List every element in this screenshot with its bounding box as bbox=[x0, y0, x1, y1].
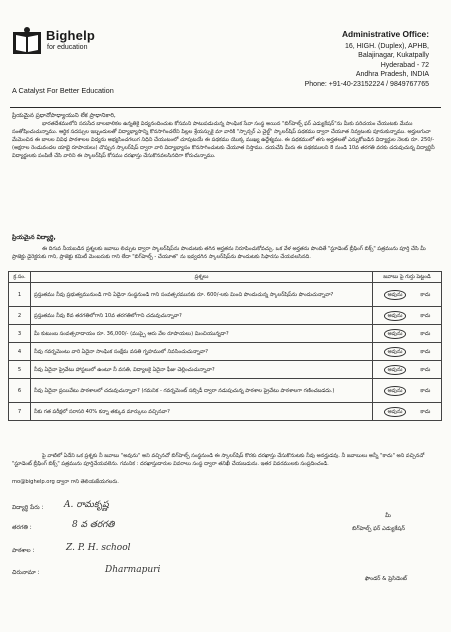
intro-paragraph: భారతదేశములోని సరుసేద బాలబాలికల ఉన్నతికై విద్యనందించుట కోసమని పాటుపడుచున్న సాంఘిక సేవా సంస్థ అయిన "బిగ్‌హెల్ప్ ఫర్ ఎడ్యుకేషన్"ను మీకు పరిచయం చేయుటకు మేము సంతోషించుచున్నాము. ఆర్థిక సదస్సుల ఇబ్బందులతో విద్యాభ్యాసాన్ని కొనసాగించలేని పిల్లల శ్రేయస్సుకై మా వారికి "స్పాన్సర్ ఎ చైల్డ్" స్కాలర్‌షిప్ పథకము ద్వారా చేయూత నివ్వటంకు పూనుకున్నాము. అర్హులగుచా మేమెంచిన ఈ బాలల వివిధ పాఠశాలల విద్యను అభ్యసించగలుగ నిధిని చేయుటంలో చూపుటయే ఈ పథకము యొక్క ముఖ్య ఉద్దేశ్యము. ఈ పథకములో తగు అర్హతలతో ఎన్నుకోబడిన విద్యార్థుల నెలకు రూ. 250/- (అక్షరాల రెండువందల యాభై రూపాయలు) చొప్పున స్కాలర్‌షిప్ ద్వారా వారి విద్యాభ్యాసం కొనసాగించుటకు చేయూత నిస్తాము. దయచేసి మీరు ఈ పథకములని 8 నుండి 10వ తరగతి వరకు చదువుచున్న విద్యార్థినీ విద్యార్థులకు పంపిణీ చేసి వారిని ఈ స్కాలర్‌షిప్ కోసము దరఖాస్తు చేసుకొనవలసినదిగా కోరుచున్నాము. bbox=[12, 121, 435, 160]
answer-cell bbox=[373, 403, 442, 421]
table-row bbox=[9, 343, 442, 361]
answer-cell bbox=[373, 379, 442, 403]
answer-no[interactable]: కాదు bbox=[420, 312, 431, 319]
answer-no[interactable]: కాదు bbox=[420, 330, 431, 337]
answer-cell bbox=[373, 325, 442, 343]
question-text: నీవు ఏదైనా ప్రైవేటు హాస్టలులో ఉంటూ నీ వసతి, విద్యాలకై ఏదైనా ఫీజు చెల్లించుచున్నావా? bbox=[31, 361, 373, 379]
answer-yes-circled[interactable]: అవును bbox=[384, 290, 407, 300]
office-title: Administrative Office: bbox=[341, 29, 429, 39]
answer-no[interactable]: కాదు bbox=[420, 366, 431, 373]
field-school bbox=[12, 547, 60, 555]
name-label: విద్యార్థి పేరు : bbox=[12, 505, 44, 511]
answer-no[interactable]: కాదు bbox=[420, 408, 431, 415]
question-text: నీవు ఏదైనా ప్రయివేటు పాఠశాలలో చదువుచున్నావా? (గమనిక - గవర్నమెంట్ సబ్సిడీ ద్వారా నడుపుచున్న పాఠశాల ప్రైవేటు పాఠశాలగా గణించబడదు.) bbox=[31, 379, 373, 403]
name-handwritten[interactable]: A. రామకృష్ణ bbox=[64, 500, 109, 510]
row-number: 5 bbox=[9, 361, 31, 379]
book-logo-icon bbox=[12, 26, 42, 56]
answer-yes-circled[interactable]: అవును bbox=[384, 311, 407, 321]
table-row bbox=[9, 325, 442, 343]
answer-no[interactable]: కాదు bbox=[420, 348, 431, 355]
table-row bbox=[9, 307, 442, 325]
answer-yes-circled[interactable]: అవును bbox=[384, 386, 407, 396]
row-number: 6 bbox=[9, 379, 31, 403]
tagline: A Catalyst For Better Education bbox=[12, 86, 114, 95]
address-line-3: Hyderabad - 72 bbox=[380, 61, 429, 69]
answer-cell bbox=[373, 343, 442, 361]
phone-line: Phone: +91-40-23152224 / 9849767765 bbox=[304, 80, 429, 88]
letter-intro bbox=[12, 112, 440, 161]
header-serial: క్ర.సం. bbox=[9, 272, 31, 283]
address-line-4: Andhra Pradesh, INDIA bbox=[355, 71, 429, 79]
header-questions: ప్రశ్నలు bbox=[31, 272, 373, 283]
signature-org: బిగ్‌హెల్ప్ ఫర్ ఎడ్యుకేషన్ bbox=[352, 526, 405, 532]
answer-cell bbox=[373, 283, 442, 307]
table-header-row bbox=[9, 272, 442, 283]
address-line-1: 16, HIGH. (Duplex), APHB, bbox=[344, 42, 429, 50]
address-label: చిరునామా : bbox=[12, 570, 40, 576]
instructions-paragraph: పై వాటిలో ఏదేని ఒక ప్రశ్నకు నీ జవాబు "అవును" అని వచ్చినచో బిగ్‌హెల్ప్ సంస్థనుండి ఈ స్కాలర్‌షిప్ కొరకు దరఖాస్తు చేసుకొనుటకు నీవు అనర్హుడవు. నీ జవాబులు అన్నీ "కాదు" అని వచ్చినచో "స్టూడెంట్ బ్రీఫింగ్ బిక్స్" పత్రమును పూర్తిచేయవలెను. గమనిక : దరఖాస్తుదారుల వివరాలు సంస్థ ద్వారా తనిఖీ చేయబడును. ఇతర వివరములకు సంప్రదించండి. bbox=[12, 453, 425, 468]
brand-subtitle: for education bbox=[47, 44, 88, 51]
table-row bbox=[9, 403, 442, 421]
answer-cell bbox=[373, 361, 442, 379]
class-label: తరగతి : bbox=[12, 525, 32, 531]
questions-table bbox=[8, 271, 442, 421]
email-line: mo@bighelp.org ద్వారా గాని తెలియజేయగలరు. bbox=[12, 479, 119, 485]
answer-cell bbox=[373, 307, 442, 325]
address-line-2: Balajinagar, Kukatpally bbox=[358, 52, 429, 60]
question-text: మీ కుటుంబ సంవత్సరాదాయం రూ. 36,000/- (ముప్పై ఆరు వేల రూపాయలు) మించియున్నదా? bbox=[31, 325, 373, 343]
header-answer: జవాబు పై గుర్తు పెట్టండి bbox=[373, 272, 442, 283]
table-row bbox=[9, 361, 442, 379]
row-number: 3 bbox=[9, 325, 31, 343]
question-text: ప్రస్తుతము నీవు ప్రభుత్వమునుండి గాని ఏదైనా సంస్థనుండి గాని సంవత్సరమునకు రూ. 600/-లకు మించి పొందుచున్న స్కాలర్‌షిప్‌ను పొందుచున్నావా? bbox=[31, 283, 373, 307]
question-text: నీకు గత పరీక్షలో సరాసరి 40% కన్నా తక్కువ మార్కులు వచ్చినవా? bbox=[31, 403, 373, 421]
school-label: పాఠశాల : bbox=[12, 548, 35, 554]
field-class bbox=[12, 524, 60, 532]
row-number: 1 bbox=[9, 283, 31, 307]
class-handwritten[interactable]: 8 వ తరగతి bbox=[72, 520, 115, 530]
signature-role: ఫౌండర్ & ప్రెసిడెంట్ bbox=[364, 576, 407, 582]
salutation: ప్రియమైన ప్రధానోపాధ్యాయుని లేక ప్రాధానికారి, bbox=[12, 113, 116, 119]
answer-yes-circled[interactable]: అవును bbox=[384, 329, 407, 339]
answer-yes-circled[interactable]: అవును bbox=[384, 347, 407, 357]
question-text: నీవు గవర్నమెంటు వారి ఏదైనా సాంఘిక సంక్షేమ వసతి గృహములో నివసించుచున్నావా? bbox=[31, 343, 373, 361]
student-salutation: ప్రియమైన విద్యార్థి, bbox=[12, 234, 56, 241]
question-text: ప్రస్తుతము నీవు 8వ తరగతిలోగాని 10వ తరగతిలోగాని చదువుచున్నావా? bbox=[31, 307, 373, 325]
school-handwritten[interactable]: Z. P. H. school bbox=[66, 543, 131, 553]
address-handwritten[interactable]: Dharmapuri bbox=[105, 565, 161, 575]
answer-no[interactable]: కాదు bbox=[420, 291, 431, 298]
row-number: 4 bbox=[9, 343, 31, 361]
field-student-name bbox=[12, 504, 60, 512]
answer-no[interactable]: కాదు bbox=[420, 387, 431, 394]
table-row bbox=[9, 283, 442, 307]
row-number: 2 bbox=[9, 307, 31, 325]
header-divider bbox=[10, 107, 441, 108]
closing-text: మీ bbox=[385, 513, 391, 519]
table-row bbox=[9, 379, 442, 403]
field-address bbox=[12, 569, 60, 577]
answer-yes-circled[interactable]: అవును bbox=[384, 365, 407, 375]
student-paragraph: ఈ దిగువ నీయబడిన ప్రశ్నలకు జవాబు లిచ్చుట ద్వారా స్కాలర్‌షిప్‌ను పొందుటకు తగిన అర్హతను నిరూపించుకోవచ్చు. ఒక వేళ అర్హతను పొందితే "స్టూడెంట్ బ్రీఫింగ్ బిక్స్" పత్రమును పూర్తి చేసి మీ ప్రాజెక్టు డైరెక్టరుకు గాని, ప్రాజెక్టు కమిటీ మెంబరుకు గాని లేదా "బిగ్‌హెల్ప్ - చేయూత" ను ఇవ్వదగిన స్కాలర్‌షిప్‌ను పొందుటకు సిఫారసు చేయవలసినది. bbox=[12, 246, 426, 261]
answer-yes-circled[interactable]: అవును bbox=[384, 407, 407, 417]
brand-name: Bighelp bbox=[46, 28, 96, 43]
office-address-block bbox=[259, 30, 429, 90]
row-number: 7 bbox=[9, 403, 31, 421]
